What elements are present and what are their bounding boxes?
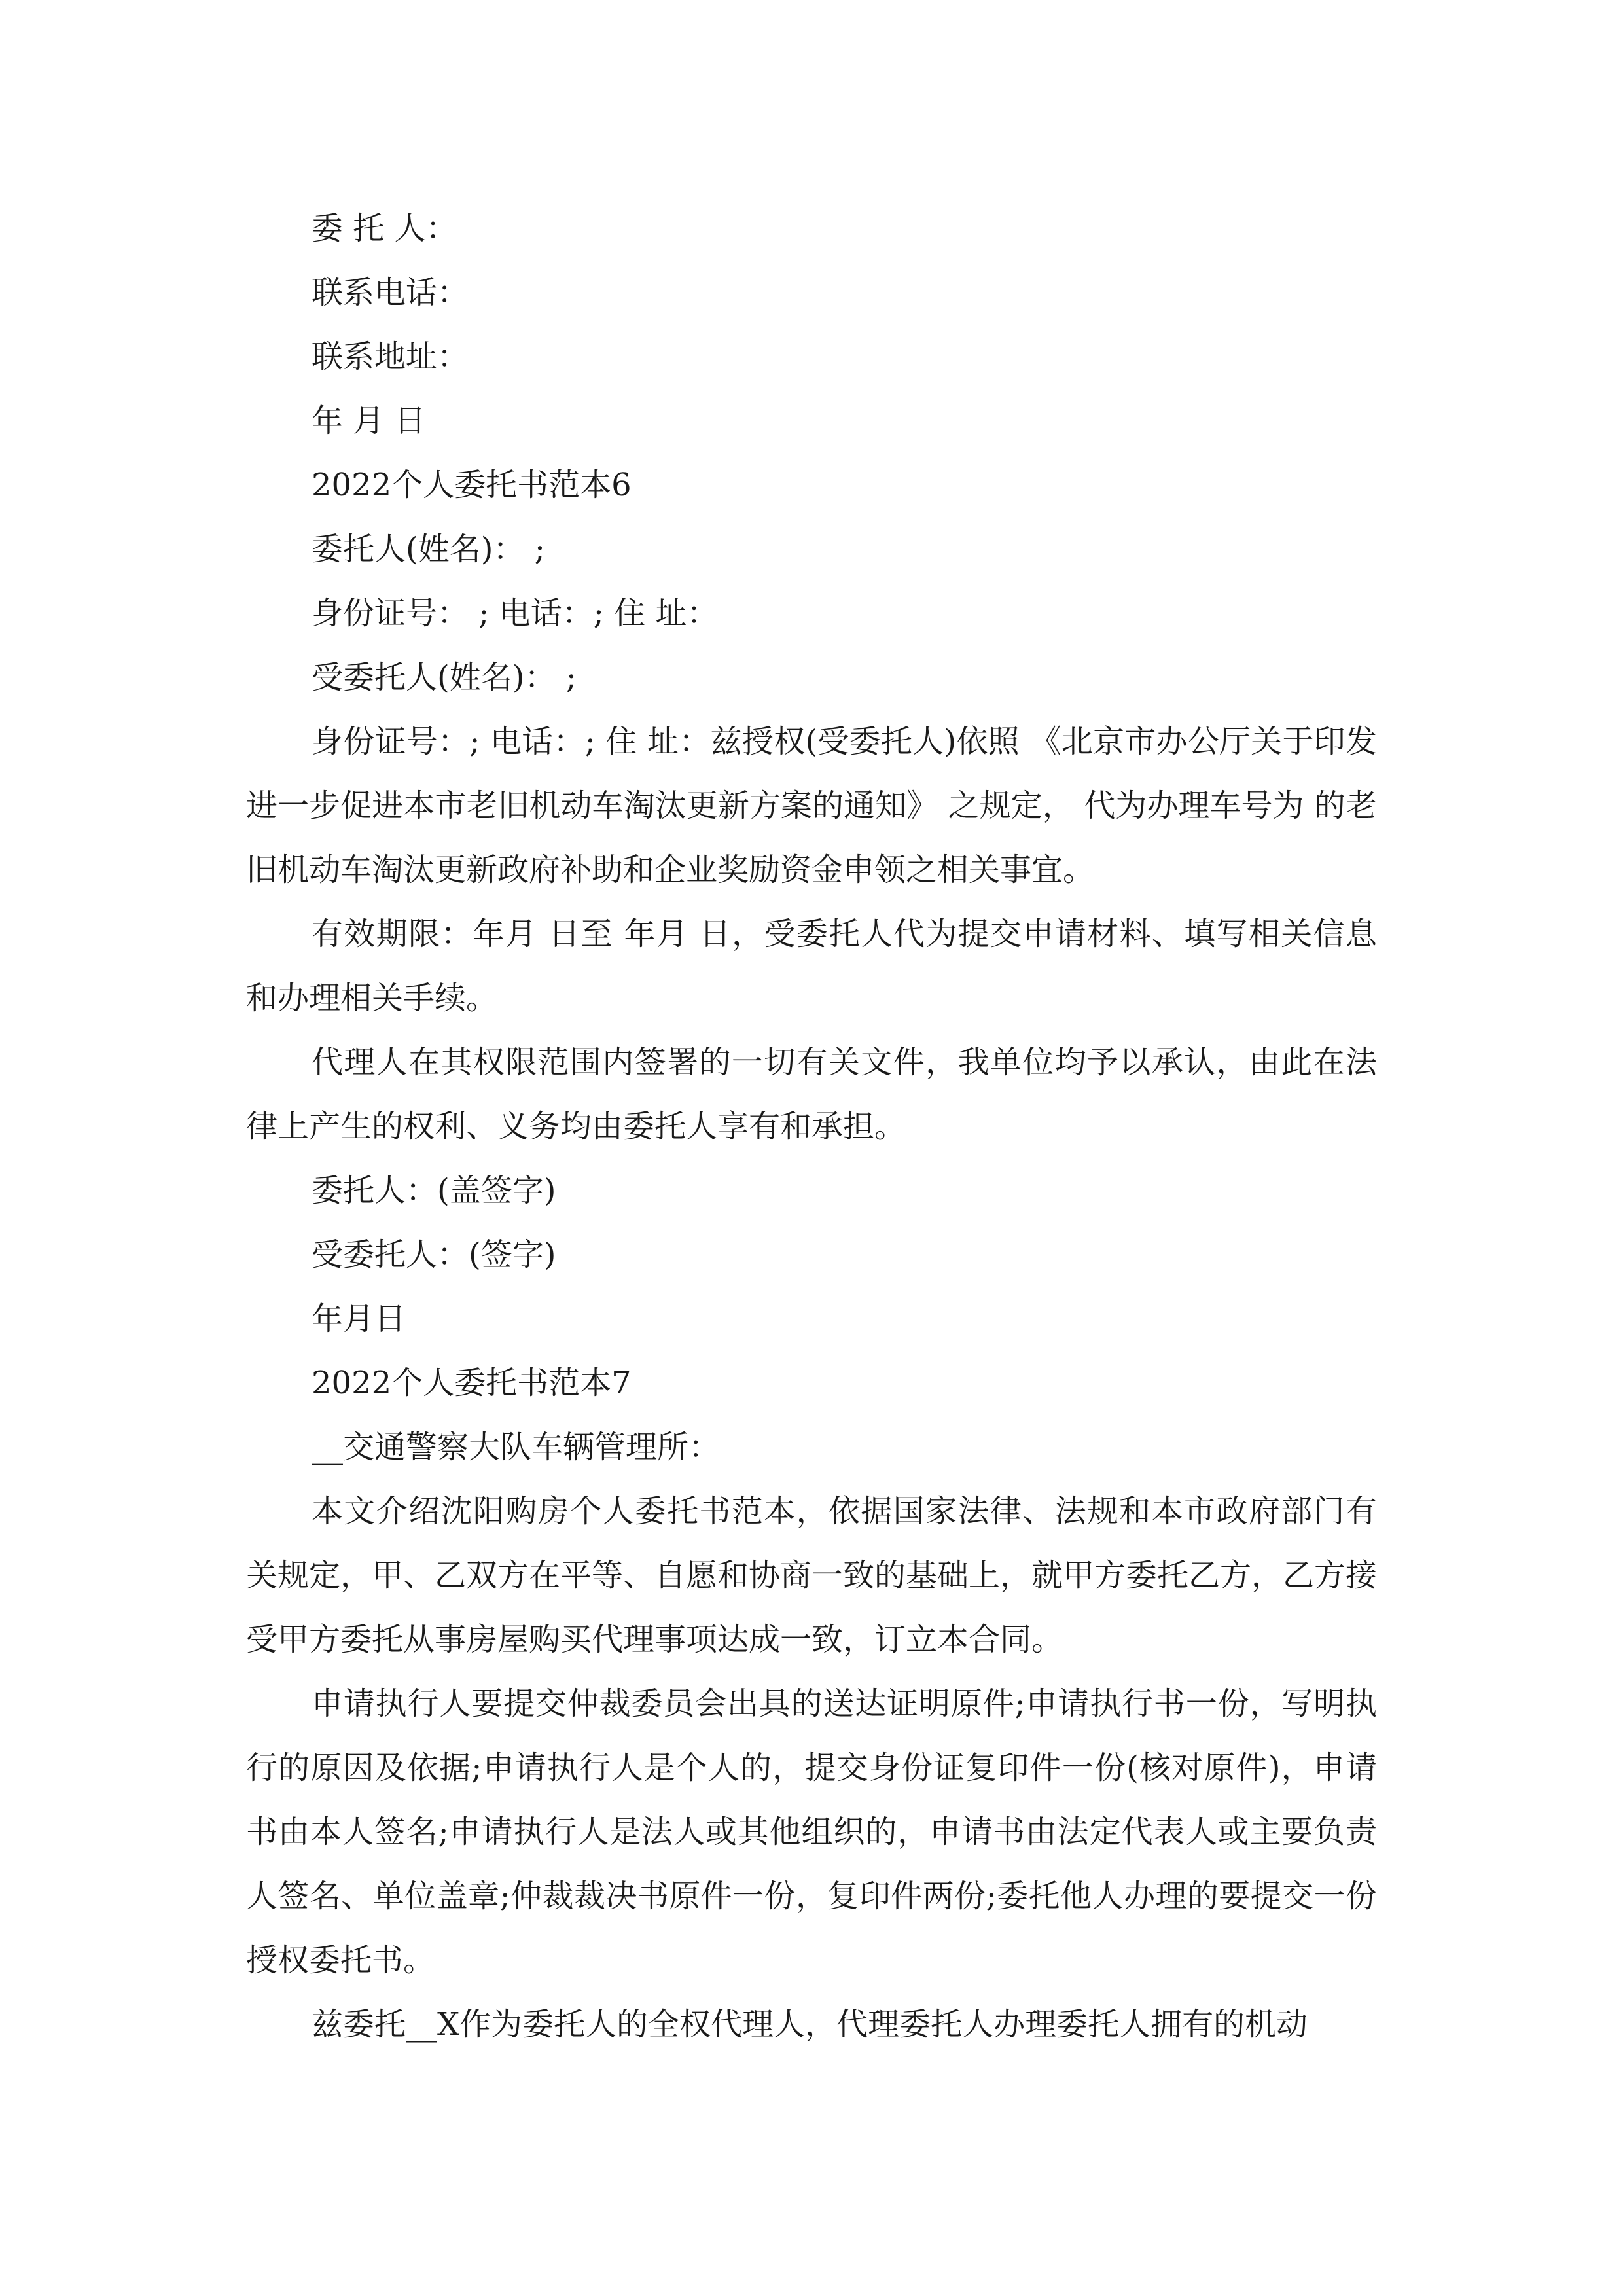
- template-7-title: 2022个人委托书范本7: [312, 1365, 632, 1401]
- template-6-title: 2022个人委托书范本6: [312, 467, 632, 503]
- validity-paragraph: 有效期限：年月 日至 年月 日，受委托人代为提交申请材料、填写相关信息和办理相关手续。: [246, 916, 1377, 1016]
- consignor-id-line: 身份证号： ; 电话：; 住 址：: [312, 595, 719, 632]
- agent-name: 受委托人(姓名)： ;: [312, 659, 577, 696]
- intro-paragraph: 本文介绍沈阳购房个人委托书范本，依据国家法律、法规和本市政府部门有关规定，甲、乙双方在平等、自愿和协商一致的基础上，就甲方委托乙方，乙方接受甲方委托从事房屋购买代理事项达成一致，订立本合同。: [246, 1493, 1378, 1658]
- consignor-name: 委托人(姓名)： ;: [312, 531, 545, 567]
- document-page: [246, 196, 1377, 2056]
- consignor-signature: 委托人：(盖签字): [312, 1172, 556, 1209]
- consignor-label: 委 托 人：: [312, 210, 457, 247]
- contact-address-label: 联系地址：: [312, 338, 469, 375]
- date-line: 年月日: [312, 1300, 406, 1337]
- contact-phone-label: 联系电话：: [312, 274, 469, 311]
- authorization-paragraph: 身份证号：; 电话：; 住 址：兹授权(受委托人)依照 《北京市办公厅关于印发进一步促进本市老旧机动车淘汰更新方案的通知》 之规定， 代为办理车号为 的老旧机动车淘汰更新政府补助和企业奖励资金申领之相关事宜。: [246, 723, 1377, 888]
- date-line: 年 月 日: [312, 403, 426, 439]
- entrust-paragraph: 兹委托__X作为委托人的全权代理人，代理委托人办理委托人拥有的机动: [312, 2006, 1308, 2043]
- requirements-paragraph: 申请执行人要提交仲裁委员会出具的送达证明原件;申请执行书一份，写明执行的原因及依据;申请执行人是个人的，提交身份证复印件一份(核对原件)，申请书由本人签名;申请执行人是法人或其他组织的，申请书由法定代表人或主要负责人签名、单位盖章;仲裁裁决书原件一份，复印件两份;委托他人办理的要提交一份授权委托书。: [246, 1685, 1377, 1979]
- liability-paragraph: 代理人在其权限范围内签署的一切有关文件，我单位均予以承认，由此在法律上产生的权利、义务均由委托人享有和承担。: [246, 1044, 1377, 1145]
- addressee: __交通警察大队车辆管理所：: [312, 1429, 721, 1465]
- agent-signature: 受委托人：(签字): [312, 1236, 556, 1273]
